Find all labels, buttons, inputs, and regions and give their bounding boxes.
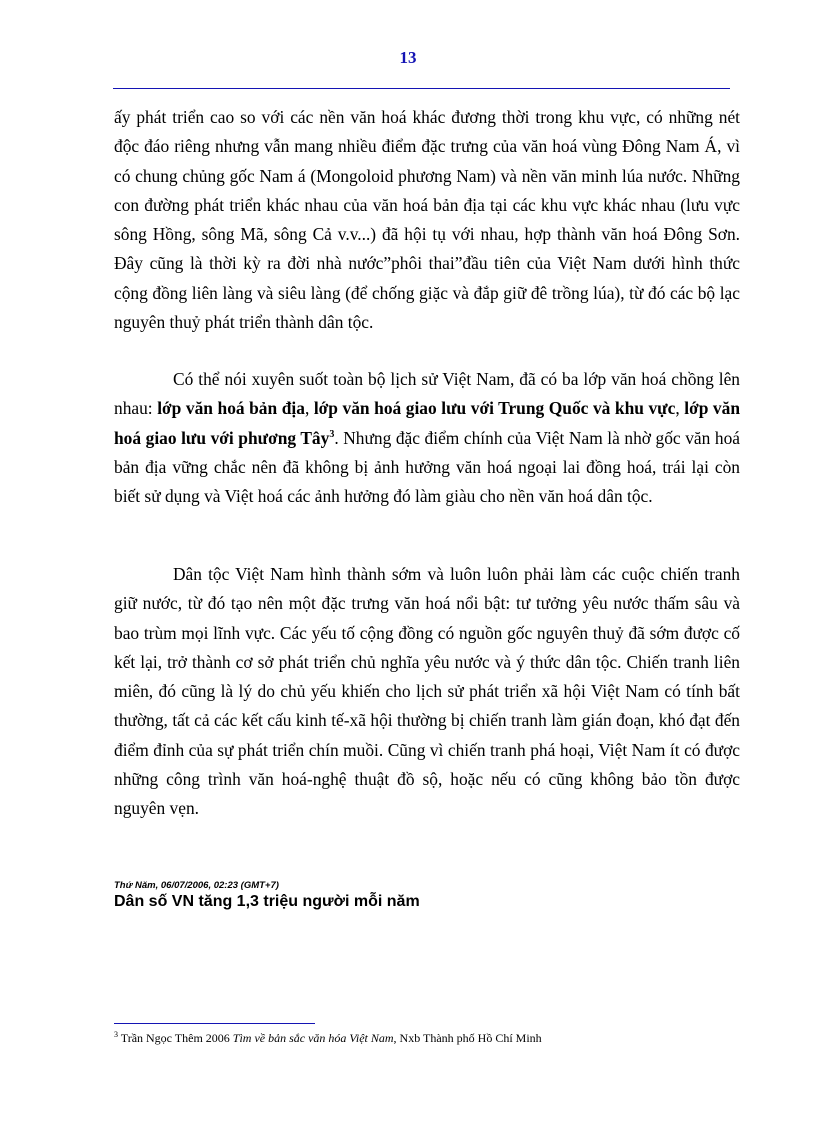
- footnote-number: 3: [114, 1030, 118, 1039]
- layer-native-culture: lớp văn hoá bản địa: [157, 398, 305, 419]
- separator: ,: [304, 398, 314, 419]
- paragraph-2-rest: . Nhưng đặc điểm chính của Việt Nam là nhờ gốc văn hoá bản địa vững chắc nên đã không bị ảnh hưởng văn hoá ngoại lai đồng hoá, trái lại còn biết sử dụng và Việt hoá các ảnh hưởng đó làm giàu cho nền văn hoá dân tộc.: [114, 427, 740, 507]
- footnote-author: Trần Ngọc Thêm 2006: [118, 1031, 233, 1045]
- layer-west-exchange: lớp văn hoá giao lưu với phương Tây: [114, 398, 740, 448]
- paragraph-3: Dân tộc Việt Nam hình thành sớm và luôn luôn phải làm các cuộc chiến tranh giữ nước, từ đó tạo nên một đặc trưng văn hoá nổi bật: tư tưởng yêu nước thấm sâu và bao trùm mọi lĩnh vực. Các yếu tố cộng đồng có nguồn gốc nguyên thuỷ đã sớm được cố kết lại, trở thành cơ sở phát triển chủ nghĩa yêu nước và ý thức dân tộc. Chiến tranh liên miên, đó cũng là lý do chủ yếu khiến cho lịch sử phát triển xã hội Việt Nam có tính bất thường, tất cả các kết cấu kinh tế-xã hội thường bị chiến tranh làm gián đoạn, khó đạt đến điểm đỉnh của sự phát triển chín muồi. Cũng vì chiến tranh phá hoại, Việt Nam ít có được những công trình văn hoá-nghệ thuật đồ sộ, hoặc nếu có cũng không bảo tồn được nguyên vẹn.: [114, 564, 740, 819]
- news-date: Thứ Năm, 06/07/2006, 02:23 (GMT+7): [114, 880, 279, 891]
- footnote: [114, 1031, 754, 1046]
- footnote-rule: [114, 1023, 315, 1024]
- footnote-reference[interactable]: 3: [329, 428, 335, 440]
- paragraph-1: ấy phát triển cao so với các nền văn hoá khác đương thời trong khu vực, có những nét độc đáo riêng nhưng vẫn mang nhiều điểm đặc trưng của văn hoá vùng Đông Nam Á, vì có chung chủng gốc Nam á (Mongoloid phương Nam) và nền văn minh lúa nước. Những con đường phát triển khác nhau của văn hoá bản địa tại các khu vực khác nhau (lưu vực sông Hồng, sông Mã, sông Cả v.v...) đã hội tụ với nhau, hợp thành văn hoá Đông Sơn. Đây cũng là thời kỳ ra đời nhà nước”phôi thai”đầu tiên của Việt Nam dưới hình thức cộng đồng liên làng và siêu làng (để chống giặc và đắp giữ đê trồng lúa), từ đó các bộ lạc nguyên thuỷ phát triển thành dân tộc.: [114, 107, 740, 333]
- header-rule: [113, 88, 730, 89]
- paragraph-2-lead: Có thể nói xuyên suốt toàn bộ lịch sử Việt Nam, đã có ba lớp văn hoá chồng lên nhau:: [114, 369, 740, 419]
- footnote-book-title: Tìm về bản sắc văn hóa Việt Nam: [232, 1031, 394, 1045]
- footnote-publisher: , Nxb Thành phố Hồ Chí Minh: [393, 1031, 542, 1045]
- layer-china-exchange: lớp văn hoá giao lưu với Trung Quốc và khu vực: [313, 398, 676, 419]
- news-headline: Dân số VN tăng 1,3 triệu người mỗi năm: [114, 893, 420, 910]
- paragraph-2: [114, 365, 740, 511]
- page-number: 13: [399, 48, 417, 67]
- separator: ,: [675, 398, 685, 419]
